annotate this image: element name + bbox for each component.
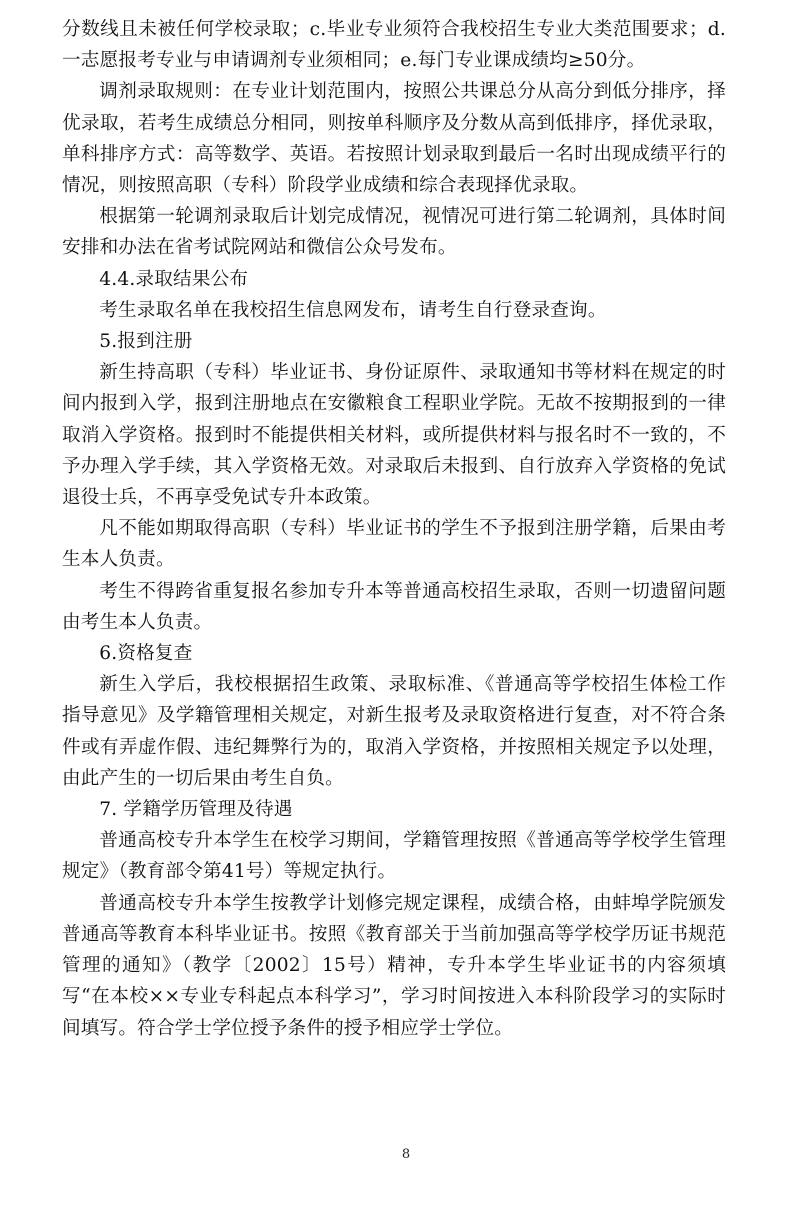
paragraph-no-diploma: 凡不能如期取得高职（专科）毕业证书的学生不予报到注册学籍，后果由考生本人负责。 — [62, 518, 726, 571]
paragraph-admission-conditions: 分数线且未被任何学校录取；c.毕业专业须符合我校招生专业大类范围要求；d.一志愿报考专业与申请调剂专业须相同；e.每门专业课成绩均≥50分。 — [62, 19, 726, 72]
paragraph-status-management: 普通高校专升本学生在校学习期间，学籍管理按照《普通高等学校学生管理规定》（教育部令第41号）等规定执行。 — [62, 830, 726, 883]
paragraph-results-published: 考生录取名单在我校招生信息网发布，请考生自行登录查询。 — [99, 299, 607, 321]
section-heading-results: 4.4.录取结果公布 — [99, 268, 249, 290]
section-heading-qualification-review: 6.资格复查 — [99, 643, 193, 665]
page-number: 8 — [401, 1147, 411, 1162]
section-heading-status-management: 7. 学籍学历管理及待遇 — [99, 799, 293, 821]
paragraph-registration-details: 新生持高职（专科）毕业证书、身份证原件、录取通知书等材料在规定的时间内报到入学，报到注册地点在安徽粮食工程职业学院。无故不按期报到的一律取消入学资格。报到时不能提供相关材料，或所提供材料与报名时不一致的，不予办理入学手续，其入学资格无效。对录取后未报到、自行放弃入学资格的免试退役士兵，不再享受免试专升本政策。 — [62, 362, 726, 509]
paragraph-qualification-review: 新生入学后，我校根据招生政策、录取标准、《普通高等学校招生体检工作指导意见》及学籍管理相关规定，对新生报考及录取资格进行复查，对不符合条件或有弄虚作假、违纪舞弊行为的，取消入学资格，并按照相关规定予以处理，由此产生的一切后果由考生自负。 — [62, 674, 726, 789]
paragraph-cross-province: 考生不得跨省重复报名参加专升本等普通高校招生录取，否则一切遗留问题由考生本人负责。 — [62, 580, 726, 633]
paragraph-adjustment-rules: 调剂录取规则：在专业计划范围内，按照公共课总分从高分到低分排序，择优录取，若考生成绩总分相同，则按单科顺序及分数从高到低排序，择优录取，单科排序方式：高等数学、英语。若按照计划录取到最后一名时出现成绩平行的情况，则按照高职（专科）阶段学业成绩和综合表现择优录取。 — [62, 81, 726, 197]
paragraph-second-round: 根据第一轮调剂录取后计划完成情况，视情况可进行第二轮调剂，具体时间安排和办法在省考试院网站和微信公众号发布。 — [62, 206, 726, 259]
paragraph-diploma-degree: 普通高校专升本学生按教学计划修完规定课程，成绩合格，由蚌埠学院颁发普通高等教育本科毕业证书。按照《教育部关于当前加强高等学校学历证书规范管理的通知》（教学〔2002〕15号）精神，专升本学生毕业证书的内容须填写“在本校××专业专科起点本科学习”，学习时间按进入本科阶段学习的实际时间填写。符合学士学位授予条件的授予相应学士学位。 — [62, 892, 726, 1039]
document-body — [62, 14, 726, 1044]
section-heading-registration: 5.报到注册 — [99, 331, 193, 353]
